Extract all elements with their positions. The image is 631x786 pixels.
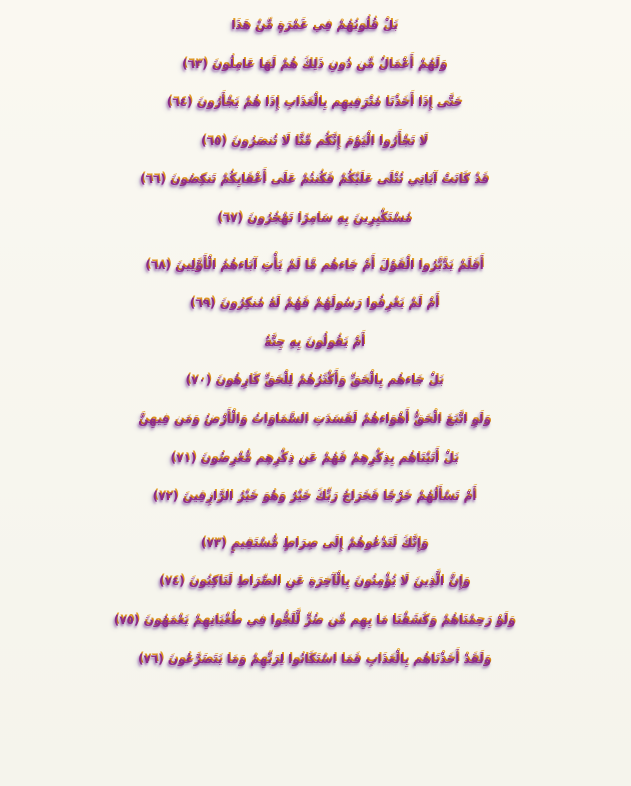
verse-line: وَلَوْ رَحِمْنَاهُمْ وَكَشَفْنَا مَا بِهِم مِّن ضُرٍّ لَّلَجُّوا فِي طُغْيَانِهِمْ يَعْمَهُونَ (٧٥) [0,599,631,638]
verse-line: وَلَقَدْ أَخَذْنَاهُم بِالْعَذَابِ فَمَا اسْتَكَانُوا لِرَبِّهِمْ وَمَا يَتَضَرَّعُونَ (٧٦) [0,638,631,677]
verse-line: وَلَهُمْ أَعْمَالٌ مِّن دُونِ ذَلِكَ هُمْ لَهَا عَامِلُونَ (٦٣) [0,43,631,82]
verse-line: أَمْ تَسْأَلُهُمْ خَرْجًا فَخَرَاجُ رَبِّكَ خَيْرٌ وَهُوَ خَيْرُ الرَّازِقِينَ (٧٢) [0,475,631,514]
verse-line: وَلَوِ اتَّبَعَ الْحَقُّ أَهْوَاءهُمْ لَفَسَدَتِ السَّمَاوَاتُ وَالْأَرْضُ وَمَن فِيهِنَّ [0,398,631,437]
verse-line: مُسْتَكْبِرِينَ بِهِ سَامِرًا تَهْجُرُونَ (٦٧) [0,197,631,236]
section-gap [0,514,631,522]
verse-line: قَدْ كَانَتْ آيَاتِي تُتْلَى عَلَيْكُمْ فَكُنتُمْ عَلَى أَعْقَابِكُمْ تَنكِصُونَ (٦٦) [0,158,631,197]
verse-line: وَإِنَّكَ لَتَدْعُوهُمْ إِلَى صِرَاطٍ مُّسْتَقِيمٍ (٧٣) [0,522,631,561]
verse-line: لَا تَجْأَرُوا الْيَوْمَ إِنَّكُم مِّنَّا لَا تُنصَرُونَ (٦٥) [0,120,631,159]
verse-line: بَلْ جَاءهُم بِالْحَقِّ وَأَكْثَرُهُمْ لِلْحَقِّ كَارِهُونَ (٧٠) [0,359,631,398]
verse-line: وَإِنَّ الَّذِينَ لَا يُؤْمِنُونَ بِالْآخِرَةِ عَنِ الصِّرَاطِ لَنَاكِبُونَ (٧٤) [0,560,631,599]
section-gap [0,236,631,244]
verse-line: بَلْ قُلُوبُهُمْ فِي غَمْرَةٍ مِّنْ هَذَا [0,4,631,43]
verse-line: بَلْ أَتَيْنَاهُم بِذِكْرِهِمْ فَهُمْ عَن ذِكْرِهِم مُّعْرِضُونَ (٧١) [0,437,631,476]
verse-line: أَمْ يَقُولُونَ بِهِ جِنَّةٌ [0,321,631,360]
verse-line: حَتَّى إِذَا أَخَذْنَا مُتْرَفِيهِم بِالْعَذَابِ إِذَا هُمْ يَجْأَرُونَ (٦٤) [0,81,631,120]
verse-line: أَمْ لَمْ يَعْرِفُوا رَسُولَهُمْ فَهُمْ لَهُ مُنكِرُونَ (٦٩) [0,282,631,321]
verse-line: أَفَلَمْ يَدَّبَّرُوا الْقَوْلَ أَمْ جَاءهُم مَّا لَمْ يَأْتِ آبَاءهُمُ الْأَوَّلِينَ (٦٨) [0,244,631,283]
